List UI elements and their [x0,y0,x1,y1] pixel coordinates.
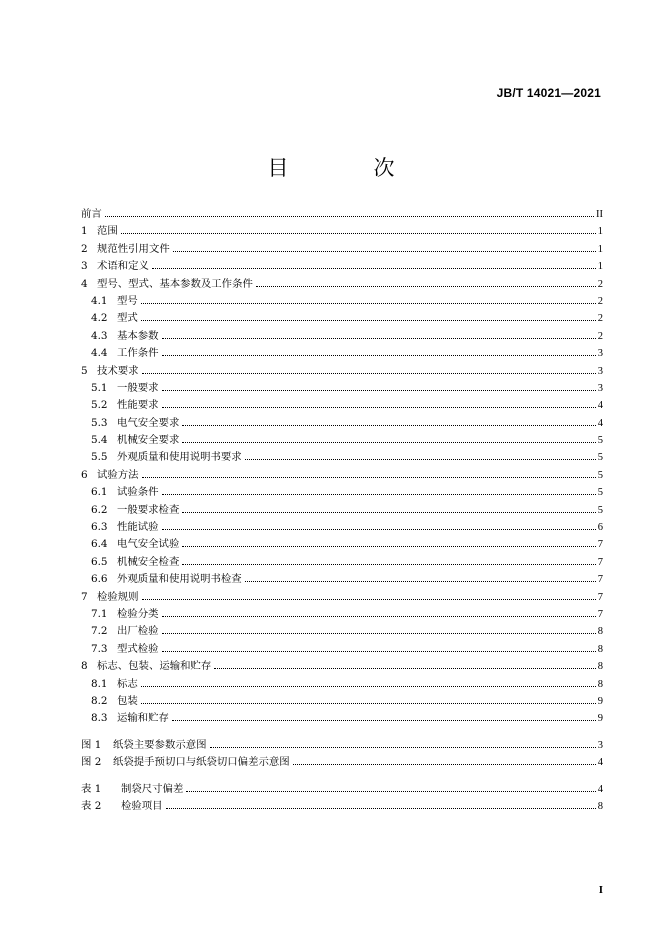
toc-entry-page: 5 [597,452,603,464]
toc-entry-page: 4 [597,757,603,769]
toc-entry-number: 7.2 [91,625,108,638]
toc-entry-title: 检验项目 [121,799,163,812]
toc-entry-title: 试验条件 [117,486,159,499]
toc-entry-title: 性能要求 [117,399,159,412]
toc-entry-number: 6.6 [91,573,108,586]
toc-entry-title: 工作条件 [117,347,159,360]
toc-entry-number: 5.4 [91,434,108,447]
toc-entry-number: 8 [81,660,88,673]
toc-entry-page: 7 [597,539,603,551]
toc-entry-number: 5.3 [91,416,108,429]
toc-entry-number: 6.3 [91,521,108,534]
toc-entry-title: 技术要求 [97,364,139,377]
toc-entry-number: 1 [81,225,88,238]
toc-entry-number: 8.3 [91,712,108,725]
toc-entry[interactable] [81,223,603,240]
toc-entry-page: 9 [597,713,603,725]
toc-entry[interactable] [81,658,603,675]
toc-gap [81,772,603,781]
toc-entry[interactable] [81,606,603,623]
toc-entry-title: 电气安全试验 [117,538,180,551]
toc-entry-number: 表 1 [81,782,102,795]
toc-entry[interactable] [81,536,603,553]
toc-entry[interactable] [81,397,603,414]
toc-entry-title: 机械安全检查 [117,555,180,568]
toc-entry-page: 7 [597,608,603,620]
toc-entry[interactable] [81,328,603,345]
toc-entry-title: 检验规则 [97,590,139,603]
toc-dot-leader [142,599,596,600]
toc-entry-number: 5.2 [91,399,108,412]
toc-entry-title: 一般要求检查 [117,503,180,516]
toc-dot-leader [162,390,596,391]
toc-entry[interactable] [81,623,603,640]
toc-entry-number: 3 [81,260,88,273]
toc-dot-leader [182,564,595,565]
toc-entry-page: 9 [597,695,603,707]
toc-entry-number: 5.1 [91,381,108,394]
toc-entry[interactable] [81,310,603,327]
toc-entry-number: 4.4 [91,347,108,360]
toc-entry[interactable] [81,345,603,362]
toc-entry[interactable] [81,798,603,815]
toc-entry[interactable] [81,571,603,588]
toc-dot-leader [182,442,595,443]
toc-dot-leader [162,407,596,408]
toc-entry-title: 前言 [81,208,102,220]
toc-entry-number: 5 [81,364,88,377]
toc-entry-number: 图 1 [81,738,102,751]
toc-entry-title: 纸袋主要参数示意图 [113,738,207,751]
toc-dot-leader [141,703,596,704]
toc-entry[interactable] [81,502,603,519]
toc-dot-leader [162,651,596,652]
toc-dot-leader [182,546,595,547]
toc-dot-leader [162,338,596,339]
toc-entry-page: 8 [597,800,603,812]
toc-entry-number: 4 [81,277,88,290]
toc-dot-leader [182,512,595,513]
toc-entry-title: 标志、包装、运输和贮存 [97,660,212,673]
toc-entry-page: II [596,209,603,220]
toc-entry[interactable] [81,754,603,771]
toc-entry-page: 5 [597,469,603,481]
toc-entry-page: 3 [597,382,603,394]
toc-entry-page: 1 [597,226,603,238]
toc-entry-number: 表 2 [81,799,102,812]
toc-section-list [81,206,603,728]
toc-entry-number: 4.2 [91,312,108,325]
toc-gap [81,728,603,737]
toc-table-list [81,781,603,816]
toc-entry-number: 8.1 [91,677,108,690]
toc-dot-leader [141,686,596,687]
toc-entry-title: 纸袋提手预切口与纸袋切口偏差示意图 [113,756,290,769]
toc-entry-page: 2 [597,295,603,307]
toc-entry[interactable] [81,415,603,432]
toc-dot-leader [162,529,596,530]
toc-dot-leader [142,373,596,374]
toc-entry-number: 4.1 [91,294,108,307]
toc-entry-number: 6.1 [91,486,108,499]
toc-entry-page: 3 [597,365,603,377]
toc-entry[interactable] [81,484,603,501]
toc-entry-page: 7 [597,556,603,568]
toc-entry[interactable] [81,737,603,754]
toc-figure-list [81,737,603,772]
toc-entry-title: 一般要求 [117,381,159,394]
toc-dot-leader [142,477,596,478]
toc-entry[interactable] [81,554,603,571]
toc-dot-leader [245,459,596,460]
toc-dot-leader [152,268,596,269]
toc-entry-title: 机械安全要求 [117,434,180,447]
toc-entry-page: 2 [597,330,603,342]
toc-entry[interactable] [81,293,603,310]
toc-dot-leader [210,747,596,748]
toc-entry-page: 5 [597,487,603,499]
toc-entry[interactable] [81,241,603,258]
toc-dot-leader [214,668,595,669]
toc-entry[interactable] [81,206,603,223]
toc-entry-title: 术语和定义 [97,260,149,273]
toc-entry[interactable] [81,467,603,484]
toc-entry-title: 基本参数 [117,329,159,342]
toc-entry[interactable] [81,380,603,397]
toc-entry[interactable] [81,641,603,658]
toc-entry[interactable] [81,363,603,380]
toc-entry-title: 包装 [117,694,138,707]
toc-entry-page: 1 [597,243,603,255]
toc-entry[interactable] [81,449,603,466]
toc-dot-leader [166,808,596,809]
toc-entry-title: 型号 [117,294,138,307]
toc-entry-page: 3 [597,739,603,751]
toc-entry-page: 2 [597,313,603,325]
toc-dot-leader [245,581,596,582]
toc-dot-leader [141,320,596,321]
toc-entry-page: 8 [597,643,603,655]
toc-dot-leader [172,720,596,721]
toc-dot-leader [182,425,595,426]
toc-entry-title: 运输和贮存 [117,712,169,725]
toc-entry-number: 7 [81,590,88,603]
toc-entry[interactable] [81,519,603,536]
toc-entry-page: 5 [597,435,603,447]
toc-entry-number: 7.1 [91,607,108,620]
toc-entry-title: 范围 [97,225,118,238]
toc-entry-title: 电气安全要求 [117,416,180,429]
toc-entry-title: 型号、型式、基本参数及工作条件 [97,277,253,290]
toc-entry-title: 标志 [117,677,138,690]
toc-entry-title: 型式 [117,312,138,325]
toc-entry[interactable] [81,589,603,606]
toc-entry-page: 8 [597,678,603,690]
toc-entry-page: 2 [597,278,603,290]
toc-entry[interactable] [81,676,603,693]
toc-entry-number: 6.2 [91,503,108,516]
toc-entry[interactable] [81,258,603,275]
page-title: 目 次 [267,156,427,180]
toc-entry-title: 检验分类 [117,607,159,620]
toc-entry[interactable] [81,710,603,727]
toc-entry-page: 4 [597,417,603,429]
toc-entry-page: 7 [597,574,603,586]
standard-code: JB/T 14021—2021 [496,86,601,100]
toc-entry-title: 出厂检验 [117,625,159,638]
table-of-contents [81,206,603,815]
toc-entry-number: 图 2 [81,756,102,769]
toc-entry[interactable] [81,693,603,710]
toc-entry-number: 8.2 [91,694,108,707]
toc-entry-title: 外观质量和使用说明书检查 [117,573,242,586]
toc-entry-page: 4 [597,783,603,795]
toc-entry-page: 8 [597,626,603,638]
toc-entry-number: 6.5 [91,555,108,568]
toc-entry-title: 外观质量和使用说明书要求 [117,451,242,464]
toc-entry-page: 6 [597,522,603,534]
toc-entry-title: 制袋尺寸偏差 [121,782,184,795]
toc-entry-number: 6.4 [91,538,108,551]
toc-dot-leader [105,216,594,217]
toc-dot-leader [173,251,596,252]
toc-entry-page: 4 [597,400,603,412]
toc-dot-leader [162,355,596,356]
toc-entry[interactable] [81,781,603,798]
toc-entry-page: 8 [597,661,603,673]
toc-dot-leader [162,616,596,617]
toc-entry-title: 型式检验 [117,642,159,655]
toc-entry-number: 6 [81,468,88,481]
toc-entry-title: 规范性引用文件 [97,242,170,255]
toc-entry-page: 3 [597,348,603,360]
toc-dot-leader [256,286,596,287]
toc-entry-number: 2 [81,242,88,255]
toc-entry[interactable] [81,276,603,293]
toc-entry-number: 7.3 [91,642,108,655]
page-number: I [598,884,603,896]
toc-dot-leader [162,494,596,495]
toc-dot-leader [121,233,596,234]
toc-entry-number: 4.3 [91,329,108,342]
toc-dot-leader [141,303,596,304]
toc-dot-leader [186,791,595,792]
toc-entry-page: 5 [597,504,603,516]
toc-entry-page: 7 [597,591,603,603]
toc-dot-leader [293,764,596,765]
toc-entry-number: 5.5 [91,451,108,464]
toc-entry-title: 试验方法 [97,468,139,481]
toc-entry-title: 性能试验 [117,521,159,534]
toc-dot-leader [162,633,596,634]
toc-entry-page: 1 [597,261,603,273]
toc-entry[interactable] [81,432,603,449]
